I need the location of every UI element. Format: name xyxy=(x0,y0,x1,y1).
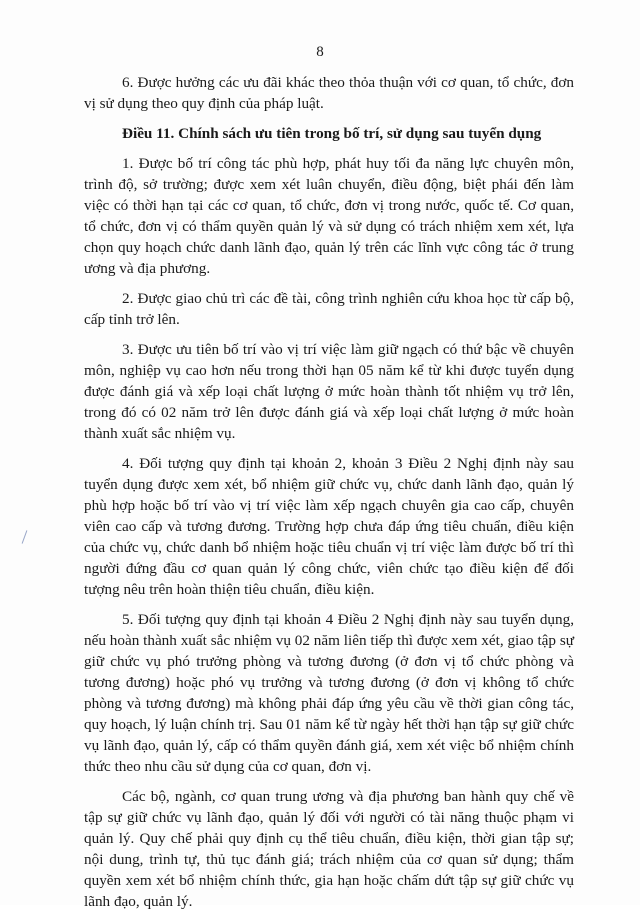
paragraph-clause-4: 4. Đối tượng quy định tại khoản 2, khoản 3 Điều 2 Nghị định này sau tuyển dụng được xem xét, bổ nhiệm giữ chức vụ, chức danh lãnh đạo, quản lý phù hợp hoặc bố trí vào vị trí việc làm xếp ngạch chuyên gia cao cấp, chuyên viên cao cấp và tương đương. Trường hợp chưa đáp ứng tiêu chuẩn, điều kiện của chức vụ, chức danh bổ nhiệm hoặc tiêu chuẩn vị trí việc làm được bố trí thì người đứng đầu cơ quan quản lý công chức, viên chức tạo điều kiện để đối tượng nêu trên hoàn thiện tiêu chuẩn, điều kiện. xyxy=(84,455,574,598)
margin-pen-mark xyxy=(22,530,28,543)
paragraph-clause-3: 3. Được ưu tiên bố trí vào vị trí việc làm giữ ngạch có thứ bậc về chuyên môn, nghiệp vụ cao hơn nếu trong thời hạn 05 năm kể từ khi được tuyển dụng được đánh giá và xếp loại chất lượng ở mức hoàn thành tốt nhiệm vụ trở lên, trong đó có 02 năm trở lên được đánh giá và xếp loại chất lượng ở mức hoàn thành xuất sắc nhiệm vụ. xyxy=(84,341,574,442)
paragraph-item-6: 6. Được hưởng các ưu đãi khác theo thỏa thuận với cơ quan, tổ chức, đơn vị sử dụng theo quy định của pháp luật. xyxy=(84,74,574,112)
page-number: 8 xyxy=(316,44,324,60)
paragraph-clause-1: 1. Được bố trí công tác phù hợp, phát huy tối đa năng lực chuyên môn, trình độ, sở trường; được xem xét luân chuyển, điều động, biệt phái đến làm việc có thời hạn tại các cơ quan, tổ chức, đơn vị trong nước, quốc tế. Cơ quan, tổ chức, đơn vị có thẩm quyền quản lý và sử dụng có trách nhiệm xem xét, lựa chọn quy hoạch chức danh lãnh đạo, quản lý trên các lĩnh vực công tác ở trung ương và địa phương. xyxy=(84,155,574,277)
paragraph-clause-5: 5. Đối tượng quy định tại khoản 4 Điều 2 Nghị định này sau tuyển dụng, nếu hoàn thành xuất sắc nhiệm vụ 02 năm liên tiếp thì được xem xét, giao tập sự giữ chức vụ phó trưởng phòng và tương đương (ở đơn vị tổ chức phòng và tương đương) hoặc phó vụ trưởng và tương đương (ở đơn vị không tổ chức phòng và tương đương) mà không phải đáp ứng yêu cầu về thời gian công tác, quy hoạch, lý luận chính trị. Sau 01 năm kể từ ngày hết thời hạn tập sự giữ chức vụ lãnh đạo, quản lý, cấp có thẩm quyền đánh giá, xem xét việc bổ nhiệm chính thức theo nhu cầu sử dụng của cơ quan, đơn vị. xyxy=(84,611,574,775)
paragraph-closing: Các bộ, ngành, cơ quan trung ương và địa phương ban hành quy chế về tập sự giữ chức vụ lãnh đạo, quản lý đối với người có tài năng thuộc phạm vi quản lý. Quy chế phải quy định cụ thể tiêu chuẩn, điều kiện, thời gian tập sự; nội dung, trình tự, thủ tục đánh giá; trách nhiệm của cơ quan sử dụng; thẩm quyền xem xét bổ nhiệm chính thức, gia hạn hoặc chấm dứt tập sự giữ chức vụ lãnh đạo, quản lý. xyxy=(84,788,574,910)
document-body xyxy=(84,72,574,921)
paragraph-clause-2: 2. Được giao chủ trì các đề tài, công trình nghiên cứu khoa học từ cấp bộ, cấp tỉnh trở lên. xyxy=(84,290,574,328)
article-11-heading: Điều 11. Chính sách ưu tiên trong bố trí, sử dụng sau tuyển dụng xyxy=(122,125,542,142)
